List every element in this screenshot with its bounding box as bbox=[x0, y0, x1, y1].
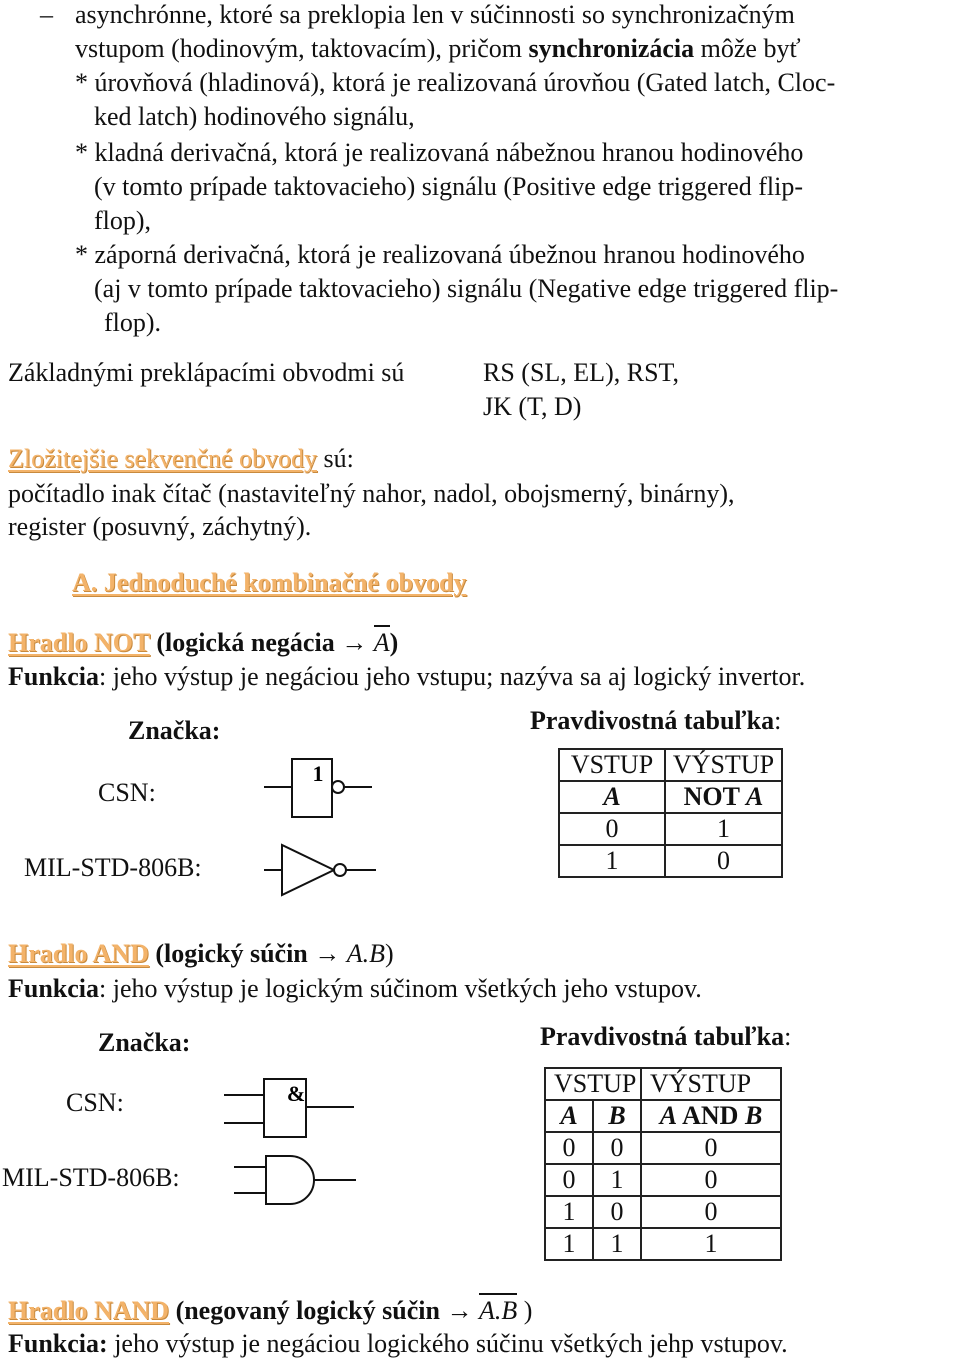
intro-line-7: flop), bbox=[94, 206, 152, 235]
and-title: Hradlo AND (logický súčin → A.B) bbox=[8, 939, 394, 968]
nand-overline-var: A.B bbox=[479, 1293, 517, 1325]
not-overline-var: A bbox=[374, 625, 390, 657]
and-cell: 1 bbox=[545, 1196, 593, 1228]
nand-title: Hradlo NAND (negovaný logický súčin → A.B ) bbox=[8, 1298, 532, 1324]
and-cell: 0 bbox=[545, 1164, 593, 1196]
and-cell: 0 bbox=[641, 1164, 781, 1196]
basic-list-2: JK (T, D) bbox=[483, 392, 582, 421]
intro-line-10: flop). bbox=[104, 308, 162, 337]
not-th-input: VSTUP bbox=[559, 749, 665, 781]
and-csn-symbol bbox=[220, 1075, 360, 1145]
complex-heading: Zložitejšie sekvenčné obvody sú: bbox=[8, 444, 354, 473]
and-th-output: VÝSTUP bbox=[641, 1068, 781, 1100]
intro-line-9: (aj v tomto prípade taktovacieho) signálu (Negative edge triggered flip- bbox=[94, 274, 839, 303]
intro-line-5: * kladná derivačná, ktorá je realizovaná nábežnou hranou hodinového bbox=[75, 138, 804, 167]
not-mil-label: MIL-STD-806B: bbox=[24, 853, 202, 882]
complex-line-1: počítadlo inak čítač (nastaviteľný nahor, nadol, obojsmerný, binárny), bbox=[8, 479, 735, 508]
and-cell: 1 bbox=[545, 1228, 593, 1260]
and-th-input: VSTUP bbox=[545, 1068, 641, 1100]
not-th-output: VÝSTUP bbox=[665, 749, 782, 781]
not-csn-box-text: 1 bbox=[312, 761, 324, 786]
not-csn-label: CSN: bbox=[98, 778, 156, 807]
intro-line-1: asynchrónne, ktoré sa preklopia len v súčinnosti so synchronizačným bbox=[75, 0, 795, 29]
not-truth-title: Pravdivostná tabuľka: bbox=[530, 706, 782, 735]
not-csn-symbol bbox=[260, 755, 380, 825]
intro-line-6: (v tomto prípade taktovacieho) signálu (Positive edge triggered flip- bbox=[94, 172, 804, 201]
not-sub-nota: NOT A bbox=[665, 781, 782, 813]
not-cell: 0 bbox=[665, 845, 782, 877]
and-cell: 0 bbox=[545, 1132, 593, 1164]
not-cell: 1 bbox=[559, 845, 665, 877]
and-mil-symbol bbox=[230, 1150, 360, 1210]
intro-line-8: * záporná derivačná, ktorá je realizovaná úbežnou hranou hodinového bbox=[75, 240, 805, 269]
not-cell: 0 bbox=[559, 813, 665, 845]
and-cell: 1 bbox=[593, 1164, 641, 1196]
dash-bullet: – bbox=[40, 0, 53, 29]
and-function: Funkcia: jeho výstup je logickým súčinom všetkých jeho vstupov. bbox=[8, 974, 702, 1003]
and-cell: 1 bbox=[593, 1228, 641, 1260]
and-cell: 0 bbox=[641, 1196, 781, 1228]
not-sub-a: A bbox=[559, 781, 665, 813]
and-csn-label: CSN: bbox=[66, 1088, 124, 1117]
and-truth-table bbox=[544, 1067, 782, 1261]
and-sub-aandb: A AND B bbox=[641, 1100, 781, 1132]
not-mil-symbol bbox=[260, 840, 380, 900]
intro-line-2: vstupom (hodinovým, taktovacím), pričom synchronizácia môže byť bbox=[75, 34, 801, 63]
and-sub-a: A bbox=[545, 1100, 593, 1132]
and-symbol-label: Značka: bbox=[98, 1028, 191, 1057]
not-title: Hradlo NOT (logická negácia → A) bbox=[8, 630, 398, 656]
and-mil-label: MIL-STD-806B: bbox=[2, 1163, 180, 1192]
not-symbol-label: Značka: bbox=[128, 716, 221, 745]
and-cell: 1 bbox=[641, 1228, 781, 1260]
not-cell: 1 bbox=[665, 813, 782, 845]
intro-line-3: * úrovňová (hladinová), ktorá je realizovaná úrovňou (Gated latch, Cloc- bbox=[75, 68, 836, 97]
and-sub-b: B bbox=[593, 1100, 641, 1132]
and-cell: 0 bbox=[593, 1132, 641, 1164]
basic-label: Základnými preklápacími obvodmi sú bbox=[8, 358, 405, 387]
complex-line-2: register (posuvný, záchytný). bbox=[8, 512, 312, 541]
nand-function: Funkcia: jeho výstup je negáciou logického súčinu všetkých jehp vstupov. bbox=[8, 1329, 788, 1358]
not-function: Funkcia: jeho výstup je negáciou jeho vstupu; nazýva sa aj logický invertor. bbox=[8, 662, 806, 691]
and-csn-box-text: & bbox=[286, 1081, 306, 1106]
and-cell: 0 bbox=[593, 1196, 641, 1228]
basic-list-1: RS (SL, EL), RST, bbox=[483, 358, 679, 387]
not-truth-table bbox=[558, 748, 783, 878]
and-truth-title: Pravdivostná tabuľka: bbox=[540, 1022, 792, 1051]
and-cell: 0 bbox=[641, 1132, 781, 1164]
intro-line-4: ked latch) hodinového signálu, bbox=[94, 102, 415, 131]
section-a-heading: A. Jednoduché kombinačné obvody bbox=[72, 568, 467, 597]
